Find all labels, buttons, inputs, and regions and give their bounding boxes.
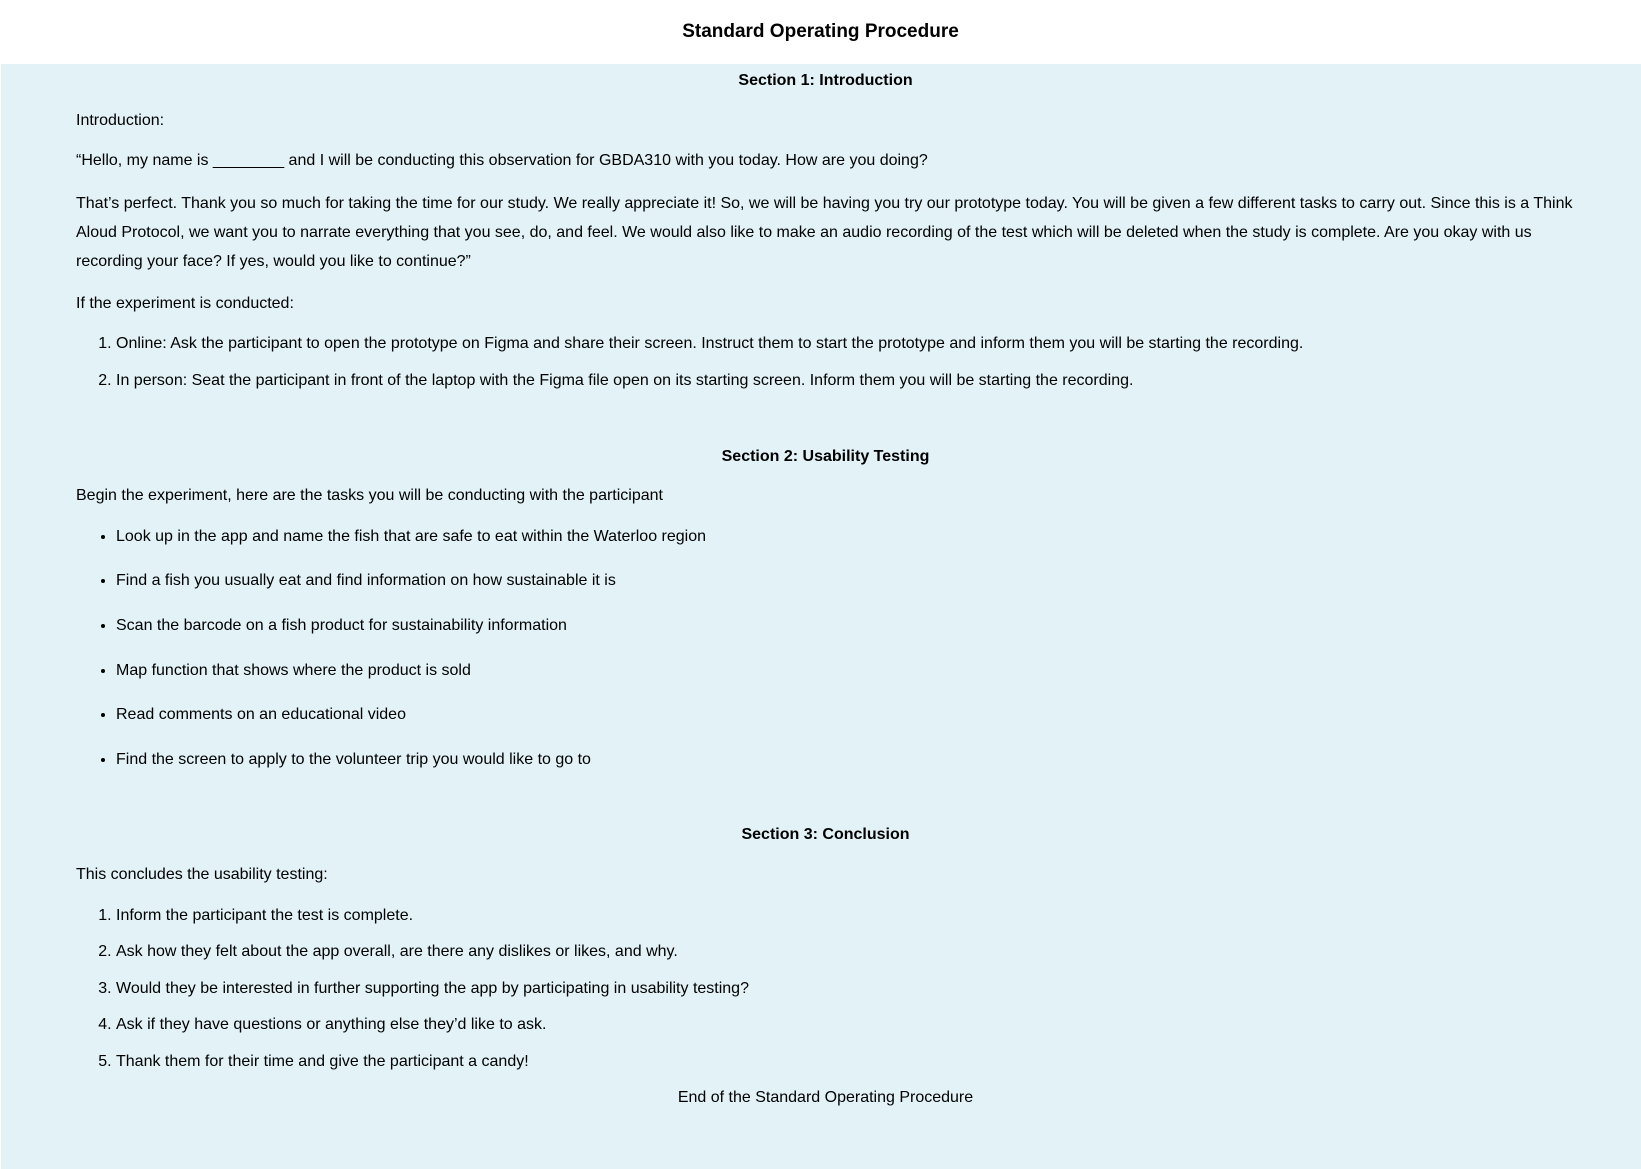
tasks-intro: Begin the experiment, here are the tasks you will be conducting with the participant [76,487,663,505]
conduct-steps-list [76,331,1575,393]
section-usability-testing [76,444,1575,773]
list-item: 2. In person: Seat the participant in front of the laptop with the Figma file open on its starting screen. Inform them you will be starting the recording. [116,368,1575,394]
document-body [1,64,1641,1169]
conducted-label: If the experiment is conducted: [76,294,294,312]
end-of-document-text: End of the Standard Operating Procedure [677,1089,974,1107]
intro-paragraph: That’s perfect. Thank you so much for taking the time for our study. We really appreciate it! So, we will be having you try our prototype today. You will be given a few different tasks to carry out. Since this is a Think Aloud Protocol, we want you to narrate everything that you see, do, and feel. We would also like to make an audio recording of the test which will be deleted when the study is complete. Are you okay with us recording your face? If yes, would you like to continue?” [76,194,1573,270]
section-spacer [76,791,1575,822]
list-item: • Read comments on an educational video [116,702,1575,728]
list-item: 3. Would they be interested in further supporting the app by participating in usability testing? [116,976,1575,1002]
list-item: • Map function that shows where the product is sold [116,658,1575,684]
list-item: • Look up in the app and name the fish that are safe to eat within the Waterloo region [116,524,1575,550]
list-item: • Scan the barcode on a fish product for sustainability information [116,613,1575,639]
section-3-title: Section 3: Conclusion [741,826,910,844]
conclusion-steps-list [76,903,1575,1075]
greeting-text: “Hello, my name is ________ and I will be conducting this observation for GBDA310 with you today. How are you doing? [76,152,928,170]
conclusion-intro: This concludes the usability testing: [76,865,328,883]
section-2-title: Section 2: Usability Testing [721,447,930,465]
section-1-title: Section 1: Introduction [738,72,913,89]
list-item: 4. Ask if they have questions or anything else they’d like to ask. [116,1012,1575,1038]
introduction-label: Introduction: [76,111,165,129]
section-introduction [76,68,1575,394]
section-conclusion [76,822,1575,1111]
list-item: 5. Thank them for their time and give the participant a candy! [116,1049,1575,1075]
list-item: • Find a fish you usually eat and find information on how sustainable it is [116,568,1575,594]
document-header [0,0,1641,64]
list-item: 2. Ask how they felt about the app overall, are there any dislikes or likes, and why. [116,939,1575,965]
document-title: Standard Operating Procedure [682,21,959,42]
section-spacer [76,405,1575,444]
tasks-list [76,524,1575,773]
list-item: • Find the screen to apply to the volunteer trip you would like to go to [116,747,1575,773]
list-item: 1. Online: Ask the participant to open the prototype on Figma and share their screen. Instruct them to start the prototype and inform them you will be starting the recording. [116,331,1575,357]
list-item: 1. Inform the participant the test is complete. [116,903,1575,929]
